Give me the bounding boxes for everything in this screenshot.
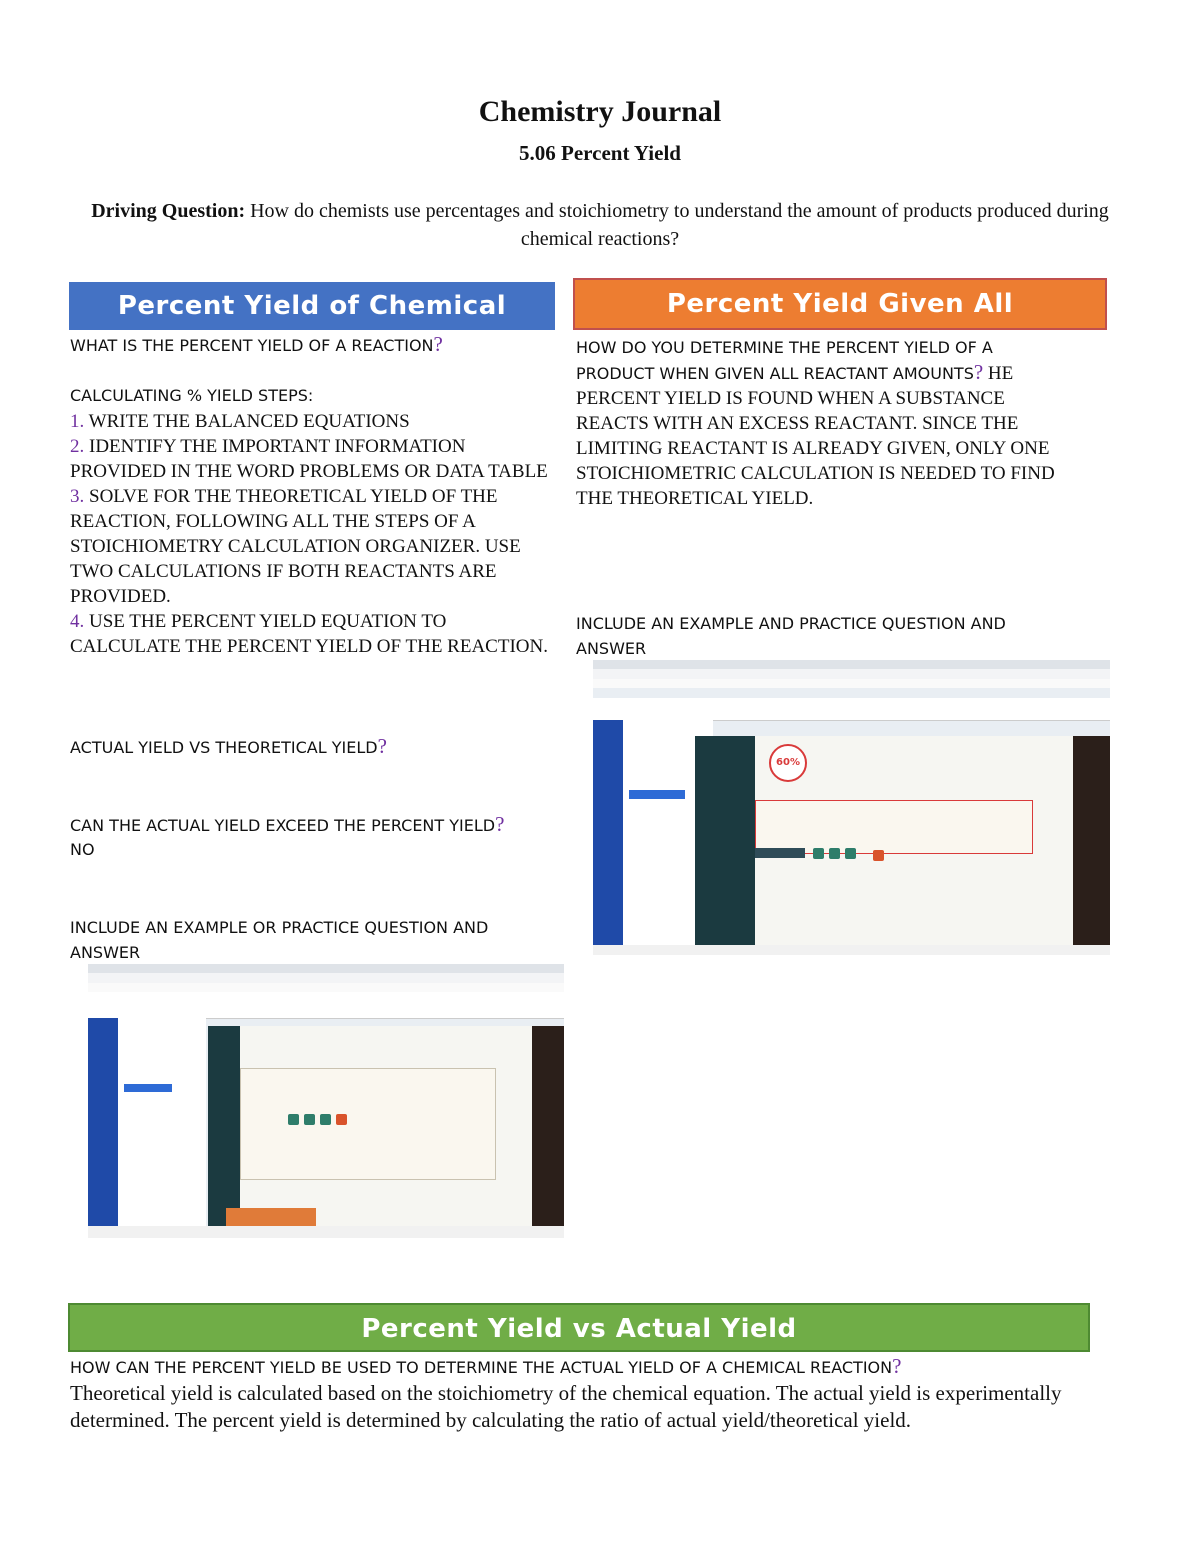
left-question-2	[70, 734, 550, 760]
step-number: 4.	[70, 611, 85, 632]
driving-question	[70, 197, 1130, 253]
right-question-1-text: HOW DO YOU DETERMINE THE PERCENT YIELD OF A PRODUCT WHEN GIVEN ALL REACTANT AMOUNTS	[576, 338, 993, 383]
left-question-3	[70, 812, 550, 838]
lesson-right-panel	[532, 1026, 564, 1226]
step-text: SOLVE FOR THE THEORETICAL YIELD OF THE REACTION, FOLLOWING ALL THE STEPS OF A STOICHIOMETRY CALCULATION ORGANIZER. USE TWO CALCULATIONS IF BOTH REACTANTS ARE PROVIDED.	[70, 486, 521, 607]
step-number: 1.	[70, 411, 85, 432]
step-pill	[845, 848, 856, 859]
step-pill	[288, 1114, 299, 1125]
percent-yield-given-all-banner: Percent Yield Given All	[573, 278, 1107, 330]
question-mark: ?	[377, 734, 387, 758]
left-question-3-text: CAN THE ACTUAL YIELD EXCEED THE PERCENT YIELD	[70, 816, 496, 835]
driving-question-text: How do chemists use percentages and stoichiometry to understand the amount of products produced during chemical reactions?	[245, 200, 1109, 250]
steps-list	[70, 409, 550, 659]
lesson-left-panel	[208, 1026, 240, 1226]
left-question-1	[70, 332, 550, 358]
course-menu	[118, 1018, 206, 1226]
step-number: 3.	[70, 486, 85, 507]
lesson-left-panel	[695, 736, 755, 945]
page-subtitle: 5.06 Percent Yield	[519, 141, 681, 165]
step-item	[70, 409, 550, 434]
step-pill	[829, 848, 840, 859]
right-question-1	[576, 335, 1076, 511]
right-example-screenshot	[593, 660, 1110, 955]
bottom-question	[70, 1354, 1130, 1380]
steps-title: CALCULATING % YIELD STEPS:	[70, 386, 314, 405]
left-example-screenshot	[88, 964, 564, 1238]
step-pill	[873, 850, 884, 861]
progress-badge: 60%	[769, 744, 807, 782]
question-mark: ?	[892, 1354, 902, 1378]
browser-tab-bar	[593, 660, 1110, 669]
step-pill	[320, 1114, 331, 1125]
example-card	[240, 1068, 496, 1180]
course-top-bar	[88, 992, 564, 1019]
page-title: Chemistry Journal	[478, 95, 722, 128]
browser-status-bar	[88, 1226, 564, 1238]
step-header	[755, 848, 805, 858]
left-question-1-text: WHAT IS THE PERCENT YIELD OF A REACTION	[70, 336, 434, 355]
step-pill	[304, 1114, 315, 1125]
browser-tab-bar	[88, 964, 564, 973]
menu-selected-item	[629, 790, 685, 799]
browser-bookmarks-bar	[88, 983, 564, 992]
course-sidebar	[88, 1018, 118, 1226]
step-text: WRITE THE BALANCED EQUATIONS	[84, 411, 410, 432]
driving-question-label: Driving Question:	[91, 200, 246, 222]
left-question-2-text: ACTUAL YIELD VS THEORETICAL YIELD	[70, 738, 378, 757]
step-number: 2.	[70, 436, 85, 457]
step-pill	[813, 848, 824, 859]
left-example-label: INCLUDE AN EXAMPLE OR PRACTICE QUESTION AND ANSWER	[70, 918, 489, 962]
step-item	[70, 434, 550, 484]
question-mark: ?	[973, 360, 984, 384]
right-answer-1: HE PERCENT YIELD IS FOUND WHEN A SUBSTANCE REACTS WITH AN EXCESS REACTANT. SINCE THE LIMITING REACTANT IS ALREADY GIVEN, ONLY ONE STOICHIOMETRIC CALCULATION IS NEEDED TO FIND THE THEORETICAL YIELD.	[576, 363, 1055, 509]
step-text: IDENTIFY THE IMPORTANT INFORMATION PROVIDED IN THE WORD PROBLEMS OR DATA TABLE	[70, 436, 548, 482]
step-item	[70, 609, 550, 659]
step-pill	[336, 1114, 347, 1125]
question-mark: ?	[495, 812, 505, 836]
example-card	[755, 800, 1033, 854]
percent-yield-vs-actual-banner: Percent Yield vs Actual Yield	[68, 1303, 1090, 1352]
practice-graphic	[226, 1208, 316, 1226]
browser-bookmarks-bar	[593, 679, 1110, 688]
bottom-answer: Theoretical yield is calculated based on the stoichiometry of the chemical equation. The actual yield is experimentally determined. The percent yield is determined by calculating the ratio of actual yield/theoretical yield.	[70, 1381, 1062, 1432]
browser-status-bar	[593, 945, 1110, 955]
question-mark: ?	[433, 332, 443, 356]
course-top-bar	[593, 698, 1110, 721]
right-example-label: INCLUDE AN EXAMPLE AND PRACTICE QUESTION AND ANSWER	[576, 614, 1006, 658]
course-sidebar	[593, 720, 623, 945]
left-answer-3: NO	[70, 840, 95, 859]
step-item	[70, 484, 550, 609]
lesson-right-panel	[1073, 736, 1110, 945]
menu-selected-item	[124, 1084, 172, 1092]
percent-yield-of-chemical-banner: Percent Yield of Chemical	[69, 282, 555, 330]
bottom-question-text: HOW CAN THE PERCENT YIELD BE USED TO DETERMINE THE ACTUAL YIELD OF A CHEMICAL REACTION	[70, 1358, 893, 1377]
step-text: USE THE PERCENT YIELD EQUATION TO CALCULATE THE PERCENT YIELD OF THE REACTION.	[70, 611, 548, 657]
